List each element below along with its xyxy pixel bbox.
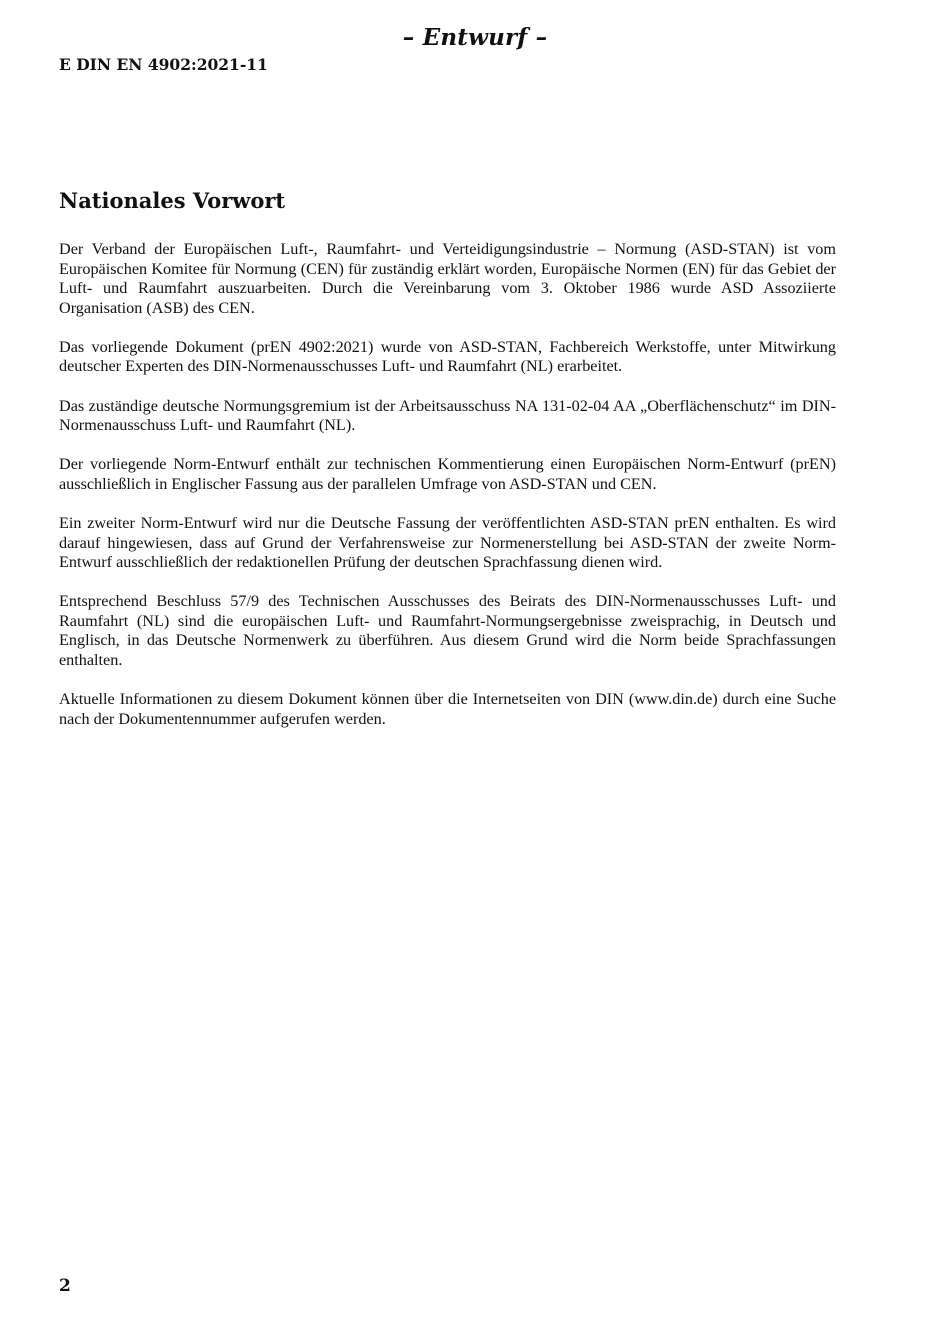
section-title: Nationales Vorwort	[59, 188, 286, 213]
draft-watermark-heading: – Entwurf –	[402, 24, 548, 51]
document-identifier: E DIN EN 4902:2021-11	[59, 55, 268, 74]
paragraph-document-origin: Das vorliegende Dokument (prEN 4902:2021) wurde von ASD-STAN, Fachbereich Werkstoffe, unter Mitwirkung deutscher Experten des DIN-Normenausschusses Luft- und Raumfahrt (NL) erarbeitet.	[59, 337, 836, 376]
paragraph-draft-content: Der vorliegende Norm-Entwurf enthält zur technischen Kommentierung einen Europäischen Norm-Entwurf (prEN) ausschließlich in Englischer Fassung aus der parallelen Umfrage von ASD-STAN und CEN.	[59, 455, 836, 493]
paragraph-second-draft: Ein zweiter Norm-Entwurf wird nur die Deutsche Fassung der veröffentlichten ASD-STAN prEN enthalten. Es wird darauf hingewiesen, dass auf Grund der Verfahrensweise zur Normenerstellung bei ASD-STAN der zweite Norm-Entwurf ausschließlich der redaktionellen Prüfung der deutschen Sprachfassung dienen wird.	[59, 513, 836, 572]
page-number: 2	[59, 1276, 71, 1296]
paragraph-bilingual-resolution: Entsprechend Beschluss 57/9 des Technischen Ausschusses des Beirats des DIN-Normenausschusses Luft- und Raumfahrt (NL) sind die europäischen Luft- und Raumfahrt-Normungsergebnisse zweisprachig, in Deutsch und Englisch, in das Deutsche Normenwerk zu überführen. Aus diesem Grund wird die Norm beide Sprachfassungen enthalten.	[59, 592, 836, 669]
section-body	[59, 240, 836, 749]
paragraph-current-information: Aktuelle Informationen zu diesem Dokument können über die Internetseiten von DIN (www.din.de) durch eine Suche nach der Dokumentennummer aufgerufen werden.	[59, 690, 836, 728]
paragraph-asd-stan-mandate: Der Verband der Europäischen Luft-, Raumfahrt- und Verteidigungsindustrie – Normung (ASD-STAN) ist vom Europäischen Komitee für Normung (CEN) für zuständig erklärt worden, Europäische Normen (EN) für das Gebiet der Luft- und Raumfahrt auszuarbeiten. Durch die Vereinbarung vom 3. Oktober 1986 wurde ASD Assoziierte Organisation (ASB) des CEN.	[59, 240, 836, 317]
paragraph-responsible-committee: Das zuständige deutsche Normungsgremium ist der Arbeitsausschuss NA 131-02-04 AA „Oberflächenschutz“ im DIN-Normenausschuss Luft- und Raumfahrt (NL).	[59, 396, 836, 435]
